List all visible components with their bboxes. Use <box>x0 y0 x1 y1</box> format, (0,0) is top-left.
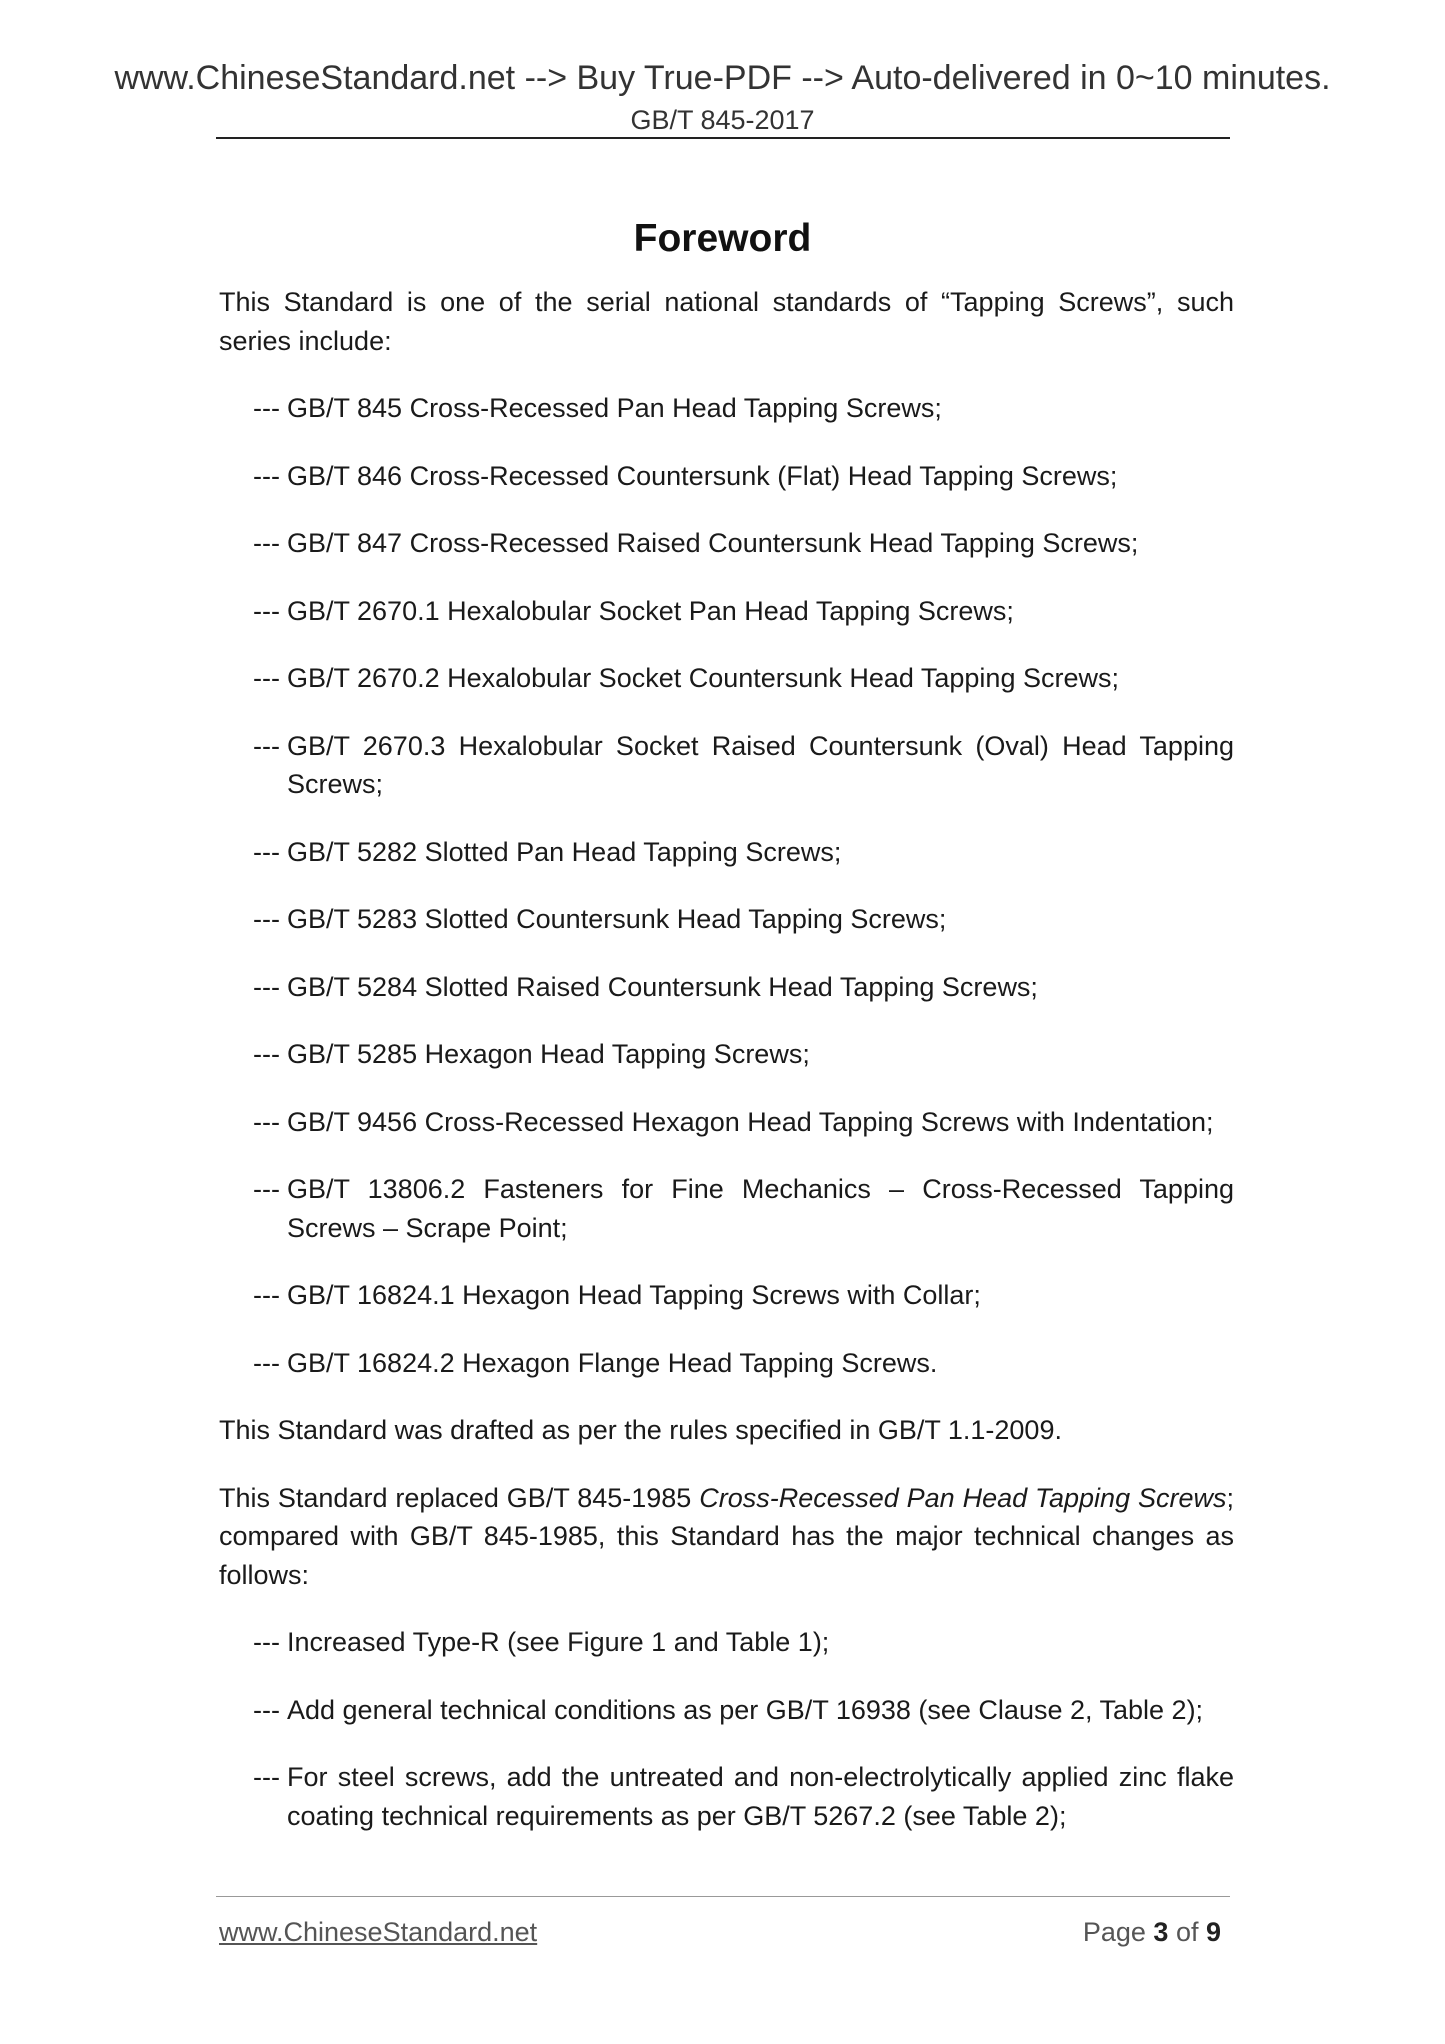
list-dash: --- <box>253 730 280 761</box>
list-item-text: GB/T 13806.2 Fasteners for Fine Mechanics – Cross-Recessed Tapping Screws – Scrape Point; <box>287 1174 1234 1243</box>
list-item <box>253 1623 1234 1662</box>
page-of: of <box>1168 1917 1206 1947</box>
list-item-text: Add general technical conditions as per GB/T 16938 (see Clause 2, Table 2); <box>287 1694 1204 1725</box>
list-item <box>253 1170 1234 1247</box>
list-item-text: GB/T 845 Cross-Recessed Pan Head Tapping Screws; <box>287 393 942 423</box>
list-dash: --- <box>253 460 280 491</box>
list-item <box>253 389 1234 428</box>
list-dash: --- <box>253 1627 280 1657</box>
list-dash: --- <box>253 393 280 423</box>
replaced-paragraph <box>219 1479 1234 1595</box>
list-dash: --- <box>253 1106 280 1137</box>
standard-number: GB/T 845-2017 <box>630 105 815 135</box>
page-current: 3 <box>1153 1917 1169 1947</box>
series-list <box>219 389 1234 1382</box>
list-dash: --- <box>253 836 280 867</box>
list-item <box>253 900 1234 939</box>
list-item-text: GB/T 5285 Hexagon Head Tapping Screws; <box>287 1039 810 1069</box>
page-total: 9 <box>1205 1917 1221 1947</box>
list-dash: --- <box>253 528 280 558</box>
list-dash: --- <box>253 595 280 626</box>
list-item-text: GB/T 16824.1 Hexagon Head Tapping Screws with Collar; <box>287 1280 981 1310</box>
list-item-text: Increased Type-R (see Figure 1 and Table 1); <box>287 1627 830 1657</box>
changes-list <box>219 1623 1234 1835</box>
list-item <box>253 1276 1234 1315</box>
list-dash: --- <box>253 1174 280 1204</box>
list-item-text: GB/T 847 Cross-Recessed Raised Countersunk Head Tapping Screws; <box>287 528 1139 558</box>
list-dash: --- <box>253 904 280 934</box>
list-dash: --- <box>253 1694 280 1725</box>
header-banner: www.ChineseStandard.net --> Buy True-PDF --> Auto-delivered in 0~10 minutes. <box>114 59 1331 97</box>
drafted-paragraph: This Standard was drafted as per the rules specified in GB/T 1.1-2009. <box>219 1415 1062 1445</box>
list-item-text: GB/T 16824.2 Hexagon Flange Head Tapping Screws. <box>287 1347 938 1378</box>
list-item-text: GB/T 2670.3 Hexalobular Socket Raised Countersunk (Oval) Head Tapping Screws; <box>287 730 1234 799</box>
list-item-text: For steel screws, add the untreated and non-electrolytically applied zinc flake coating technical requirements as per GB/T 5267.2 (see Table 2); <box>287 1762 1234 1831</box>
list-item-text: GB/T 5284 Slotted Raised Countersunk Head Tapping Screws; <box>287 971 1038 1002</box>
page-prefix: Page <box>1082 1917 1154 1947</box>
list-item-text: GB/T 846 Cross-Recessed Countersunk (Flat) Head Tapping Screws; <box>287 460 1118 491</box>
list-item <box>253 1103 1234 1142</box>
list-dash: --- <box>253 1039 280 1069</box>
list-item-text: GB/T 2670.1 Hexalobular Socket Pan Head Tapping Screws; <box>287 595 1014 626</box>
list-dash: --- <box>253 971 280 1002</box>
list-item-text: GB/T 9456 Cross-Recessed Hexagon Head Tapping Screws with Indentation; <box>287 1106 1214 1137</box>
list-item <box>253 1035 1234 1074</box>
list-item <box>253 457 1234 496</box>
list-item <box>253 524 1234 563</box>
list-dash: --- <box>253 1280 280 1310</box>
document-body <box>219 283 1234 1864</box>
page-title: Foreword <box>633 217 812 261</box>
list-item <box>253 1344 1234 1383</box>
list-dash: --- <box>253 663 280 693</box>
list-item <box>253 727 1234 804</box>
list-item-text: GB/T 2670.2 Hexalobular Socket Countersunk Head Tapping Screws; <box>287 663 1119 693</box>
footer-website-link[interactable]: www.ChineseStandard.net <box>219 1917 538 1947</box>
list-dash: --- <box>253 1347 280 1378</box>
page-indicator <box>1083 1914 1221 1950</box>
intro-paragraph: This Standard is one of the serial national standards of “Tapping Screws”, such series include: <box>219 287 1234 356</box>
list-item <box>253 659 1234 698</box>
list-item-text: GB/T 5282 Slotted Pan Head Tapping Screws; <box>287 836 842 867</box>
list-item <box>253 592 1234 631</box>
replaced-standard-title: Cross-Recessed Pan Head Tapping Screws <box>699 1482 1227 1513</box>
replaced-text-after: ; compared with GB/T 845-1985, this Standard has the major technical changes as follows: <box>219 1482 1235 1590</box>
header-divider <box>216 137 1230 139</box>
list-item <box>253 968 1234 1007</box>
replaced-text-before: This Standard replaced GB/T 845-1985 <box>219 1482 700 1513</box>
footer-divider <box>216 1896 1230 1897</box>
list-item <box>253 1758 1234 1835</box>
list-item-text: GB/T 5283 Slotted Countersunk Head Tapping Screws; <box>287 904 947 934</box>
list-item <box>253 1691 1234 1730</box>
list-dash: --- <box>253 1762 280 1792</box>
list-item <box>253 833 1234 872</box>
